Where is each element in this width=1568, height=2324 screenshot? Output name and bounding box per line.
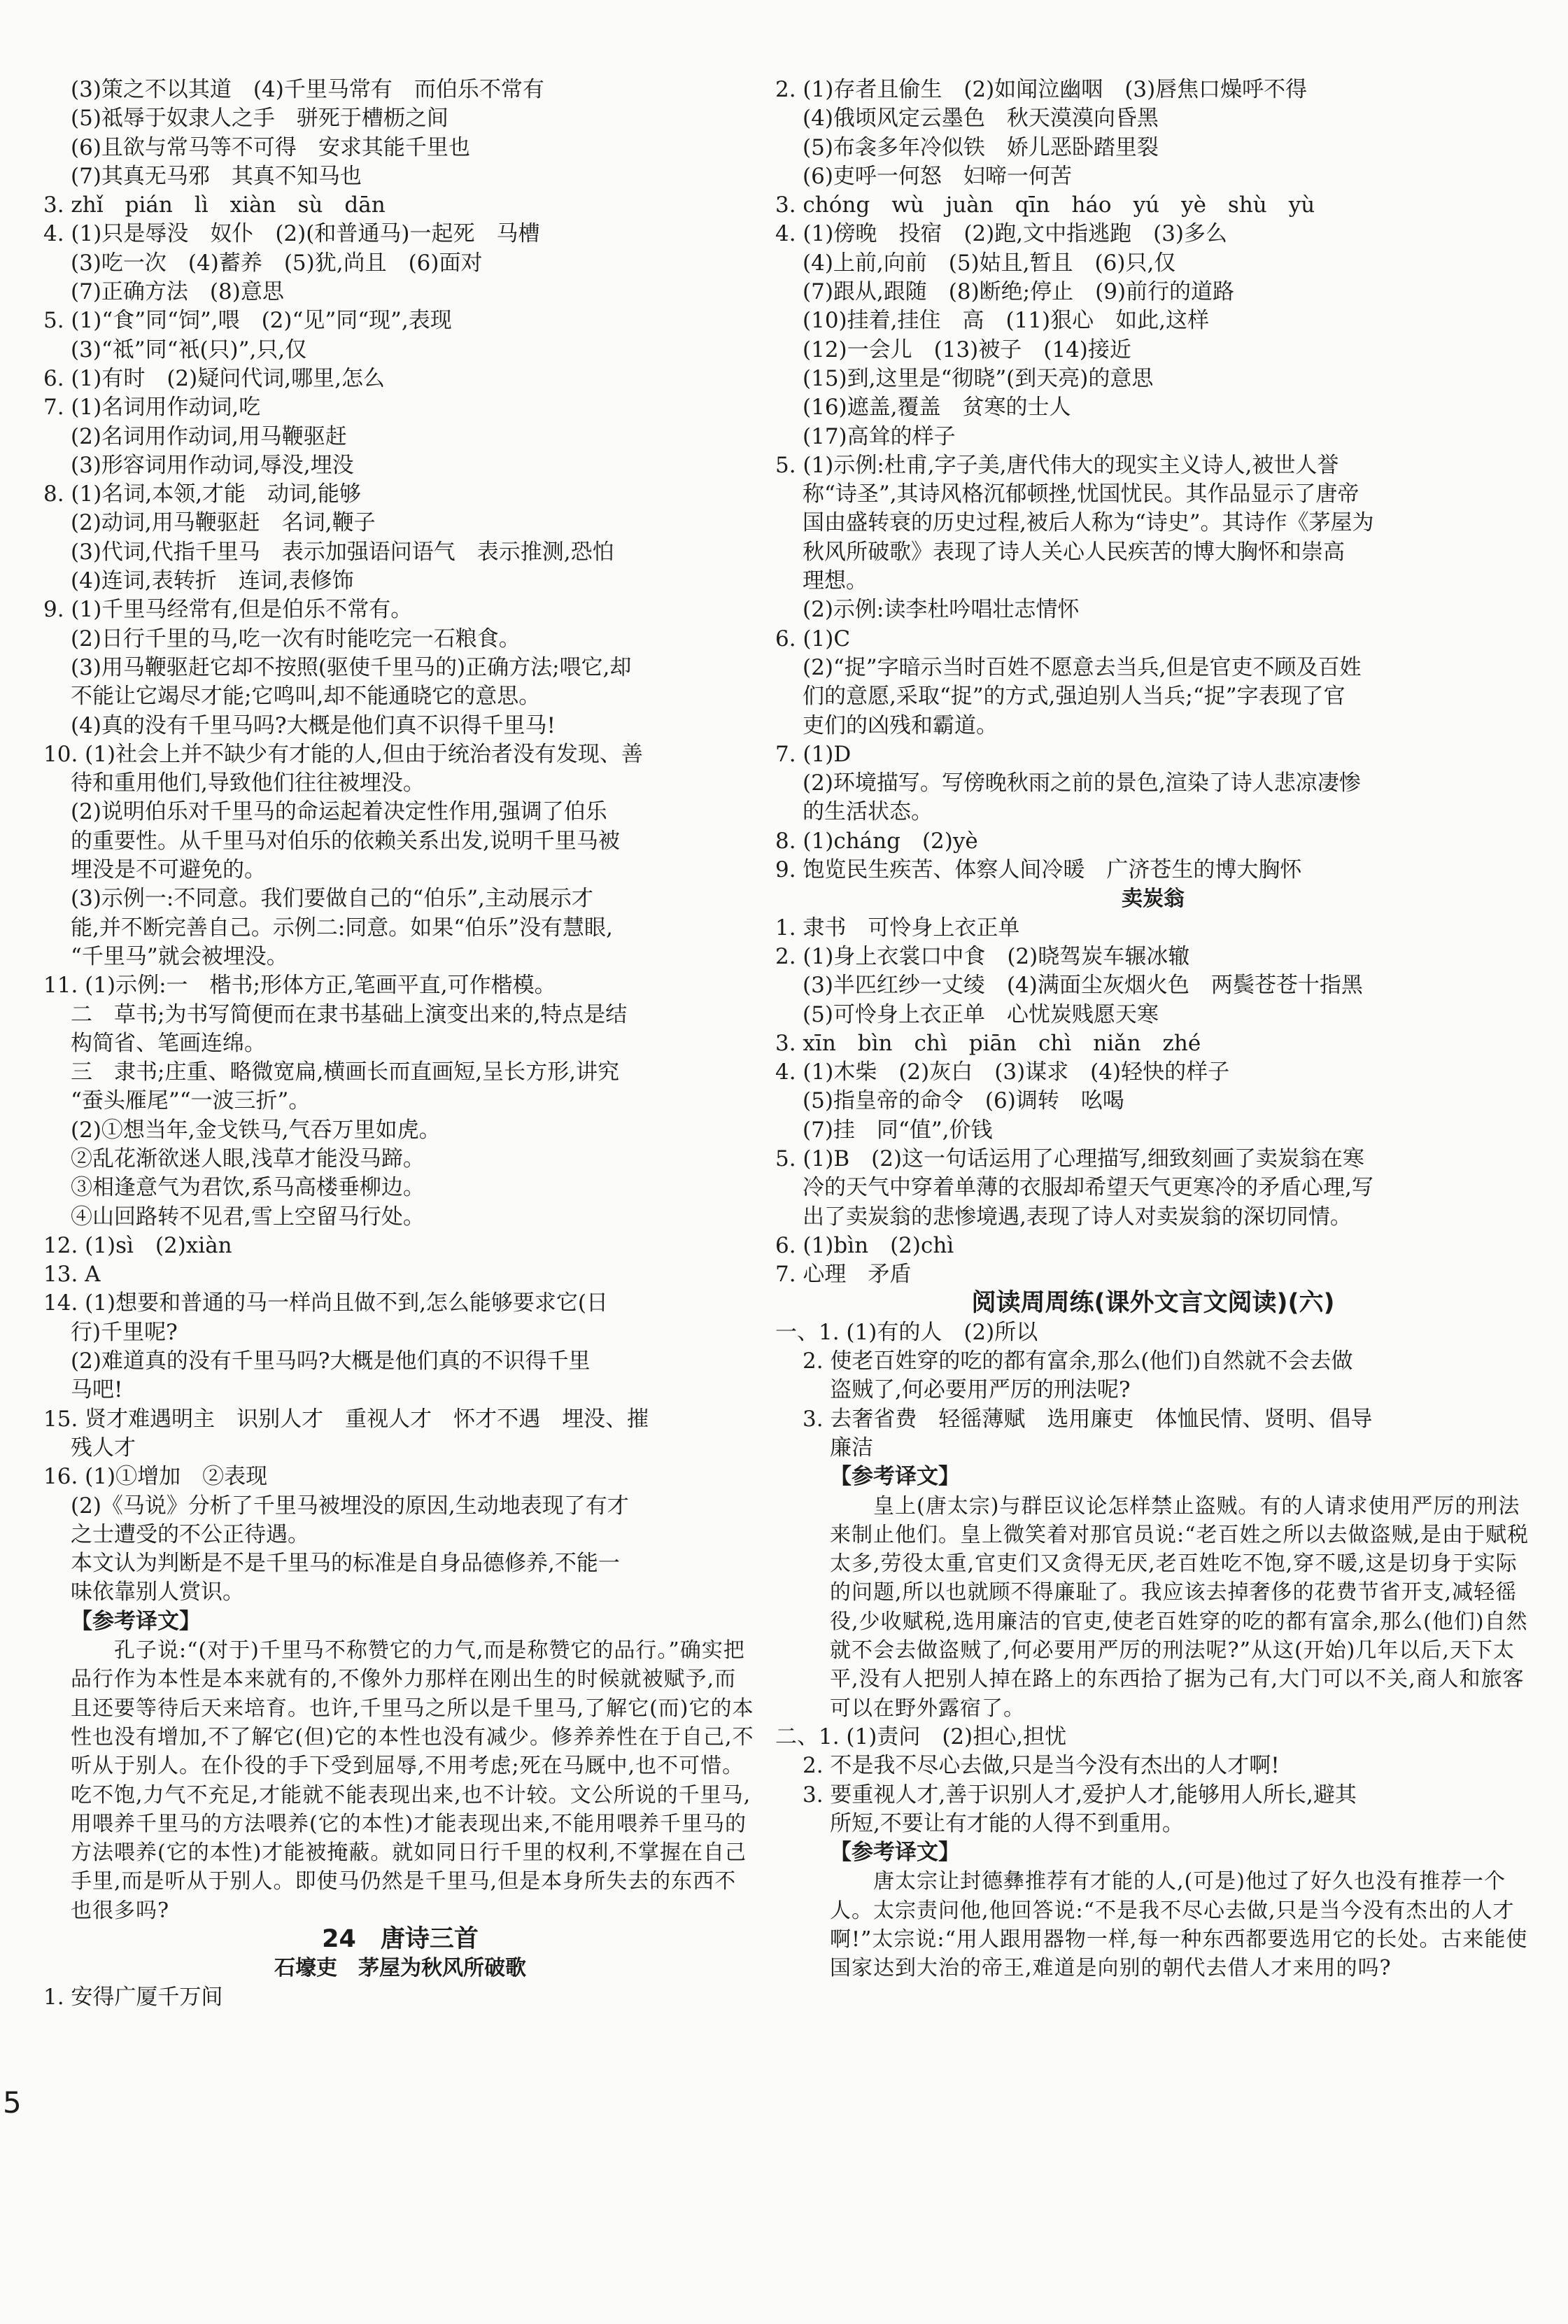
answer-line: (7)跟从,跟随 (8)断绝;停止 (9)前行的道路 — [803, 279, 1235, 305]
answer-line: 残人才 — [71, 1435, 136, 1460]
answer-line: 本文认为判断是不是千里马的标准是自身品德修养,不能一 — [71, 1551, 620, 1577]
answer-line: 二、1. (1)责问 (2)担心,担忧 — [775, 1724, 1067, 1749]
answer-line: 1. 隶书 可怜身上衣正单 — [775, 915, 1020, 941]
answer-line: ④山回路转不见君,雪上空留马行处。 — [71, 1204, 425, 1230]
answer-line: 3. xīn bìn chì piān chì niǎn zhé — [775, 1030, 1201, 1056]
answer-line: (2)名词用作动词,用马鞭驱赶 — [71, 423, 347, 449]
answer-line: (3)“祗”同“衹(只)”,只,仅 — [71, 337, 307, 362]
answer-line: 称“诗圣”,其诗风格沉郁顿挫,忧国忧民。其作品显示了唐帝 — [803, 481, 1359, 507]
translation-paragraph: 唐太宗让封德彝推荐有才能的人,(可是)他过了好久也没有推荐一个人。太宗责问他,他回答说:“不是我不尽心去做,只是当今没有杰出的人才啊!”太宗说:“用人跟用器物一样,每一种东西都要选用它的长处。古来能使国家达到大治的帝王,难道是向别的朝代去借人才来用的吗? — [830, 1869, 1528, 1981]
answer-line: (2)示例:读李杜吟唱壮志情怀 — [803, 597, 1080, 623]
answer-line: (5)可怜身上衣正单 心忧炭贱愿天寒 — [803, 1001, 1159, 1027]
answer-line: 理想。 — [803, 568, 868, 594]
answer-line: 行)千里呢? — [71, 1319, 178, 1345]
answer-line: (4)连词,表转折 连词,表修饰 — [71, 568, 354, 594]
answer-line: 的生活状态。 — [803, 799, 933, 825]
answer-line: (12)一会儿 (13)被子 (14)接近 — [803, 337, 1131, 362]
answer-line: 3. zhǐ pián lì xiàn sù dān — [43, 192, 386, 218]
answer-line: 7. (1)名词用作动词,吃 — [43, 395, 261, 421]
answer-line: 3. 要重视人才,善于识别人才,爱护人才,能够用人所长,避其 — [803, 1782, 1357, 1808]
answer-line: (2)环境描写。写傍晚秋雨之前的景色,渲染了诗人悲凉凄惨 — [803, 770, 1361, 796]
answer-line: (5)祗辱于奴隶人之手 骈死于槽枥之间 — [71, 106, 448, 132]
answer-line: (16)遮盖,覆盖 贫寒的士人 — [803, 395, 1071, 421]
answer-line: 之士遭受的不公正待遇。 — [71, 1521, 309, 1547]
answer-line: 3. 去奢省费 轻徭薄赋 选用廉吏 体恤民情、贤明、倡导 — [803, 1406, 1373, 1432]
section-heading: 阅读周周练(课外文言文阅读)(六) — [971, 1289, 1335, 1318]
section-heading: 24 唐诗三首 — [322, 1925, 479, 1953]
answer-line: 16. (1)①增加 ②表现 — [43, 1464, 268, 1490]
answer-line: 9. 饱览民生疾苦、体察人间冷暖 广济苍生的博大胸怀 — [775, 857, 1302, 883]
answer-line: 马吧! — [71, 1377, 123, 1403]
answer-line: (3)策之不以其道 (4)千里马常有 而伯乐不常有 — [71, 77, 544, 102]
answer-line: 8. (1)名词,本领,才能 动词,能够 — [43, 481, 361, 507]
right-column — [775, 76, 1531, 1983]
answer-line: 6. (1)bìn (2)chì — [775, 1232, 954, 1258]
answer-line: (7)正确方法 (8)意思 — [71, 279, 284, 305]
answer-line: (2)日行千里的马,吃一次有时能吃完一石粮食。 — [71, 626, 521, 652]
translation-paragraph: 皇上(唐太宗)与群臣议论怎样禁止盗贼。有的人请求使用严厉的刑法来制止他们。皇上微笑着对那官员说:“老百姓之所以去做盗贼,是由于赋税太多,劳役太重,官吏们又贪得无厌,老百姓吃不饱,穿不暖,这是切身于实际的问题,所以也就顾不得廉耻了。我应该去掉奢侈的花费节省开支,减轻徭役,少收赋税,选用廉洁的官吏,使老百姓穿的吃的都有富余,那么(他们)自然就不会去做盗贼了,何必要用严厉的刑法呢?”从这(开始)几年以后,天下太平,没有人把别人掉在路上的东西拾了据为己有,大门可以不关,商人和旅客可以在野外露宿了。 — [830, 1493, 1529, 1721]
answer-line: 4. (1)傍晚 投宿 (2)跑,文中指逃跑 (3)多么 — [775, 221, 1228, 247]
answer-line: 5. (1)B (2)这一句话运用了心理描写,细致刻画了卖炭翁在寒 — [775, 1146, 1364, 1171]
answer-line: 12. (1)sì (2)xiàn — [43, 1232, 232, 1258]
answer-line: 13. A — [43, 1262, 101, 1288]
answer-line: 2. (1)存者且偷生 (2)如闻泣幽咽 (3)唇焦口燥呼不得 — [775, 77, 1308, 102]
section-heading: 石壕吏 茅屋为秋风所破歌 — [274, 1956, 526, 1981]
answer-line: 味依靠别人赏识。 — [71, 1579, 244, 1605]
answer-line: (10)挂着,挂住 高 (11)狠心 如此,这样 — [803, 308, 1209, 334]
answer-line: (2)难道真的没有千里马吗?大概是他们真的不识得千里 — [71, 1348, 591, 1374]
answer-line: 埋没是不可避免的。 — [71, 857, 266, 883]
answer-line: 5. (1)示例:杜甫,字子美,唐代伟大的现实主义诗人,被世人誉 — [775, 452, 1339, 478]
answer-line: (3)用马鞭驱赶它却不按照(驱使千里马的)正确方法;喂它,却 — [71, 654, 632, 680]
answer-line: 8. (1)cháng (2)yè — [775, 828, 978, 854]
answer-line: (2)动词,用马鞭驱赶 名词,鞭子 — [71, 510, 376, 536]
answer-line: (5)布衾多年冷似铁 娇儿恶卧踏里裂 — [803, 134, 1159, 160]
answer-line: 14. (1)想要和普通的马一样尚且做不到,怎么能够要求它(日 — [43, 1290, 609, 1316]
answer-line: (2)《马说》分析了千里马被埋没的原因,生动地表现了有才 — [71, 1493, 629, 1519]
answer-line: 4. (1)木柴 (2)灰白 (3)谋求 (4)轻快的样子 — [775, 1059, 1230, 1085]
answer-line: 出了卖炭翁的悲惨境遇,表现了诗人对卖炭翁的深切同情。 — [803, 1204, 1352, 1230]
answer-line: 待和重用他们,导致他们往往被埋没。 — [71, 770, 425, 796]
answer-line: 盗贼了,何必要用严厉的刑法呢? — [830, 1377, 1131, 1403]
answer-line: 所短,不要让有才能的人得不到重用。 — [830, 1810, 1184, 1836]
answer-line: “蚕头雁尾”“一波三折”。 — [71, 1088, 311, 1114]
answer-line: 11. (1)示例:一 楷书;形体方正,笔画平直,可作楷模。 — [43, 973, 556, 999]
answer-line: 6. (1)有时 (2)疑问代词,哪里,怎么 — [43, 365, 385, 391]
answer-line: (17)高耸的样子 — [803, 423, 956, 449]
answer-line: ③相逢意气为君饮,系马高楼垂柳边。 — [71, 1175, 425, 1201]
answer-line: (4)上前,向前 (5)姑且,暂且 (6)只,仅 — [803, 250, 1176, 276]
answer-line: (7)其真无马邪 其真不知马也 — [71, 163, 362, 189]
answer-line: 的重要性。从千里马对伯乐的依赖关系出发,说明千里马被 — [71, 828, 620, 854]
answer-line: 国由盛转衰的历史过程,被后人称为“诗史”。其诗作《茅屋为 — [803, 510, 1374, 536]
answer-line: 2. 使老百姓穿的吃的都有富余,那么(他们)自然就不会去做 — [803, 1348, 1353, 1374]
answer-line: 【参考译文】 — [830, 1840, 960, 1866]
answer-line: (3)吃一次 (4)蓄养 (5)犹,尚且 (6)面对 — [71, 250, 483, 276]
answer-line: (3)示例一:不同意。我们要做自己的“伯乐”,主动展示才 — [71, 886, 593, 912]
section-heading: 卖炭翁 — [1122, 887, 1185, 912]
answer-line: 1. 安得广厦千万间 — [43, 1984, 223, 2010]
answer-line: 二 草书;为书写简便而在隶书基础上演变出来的,特点是结 — [71, 1001, 628, 1027]
answer-line: 【参考译文】 — [71, 1608, 201, 1634]
answer-line: 一、1. (1)有的人 (2)所以 — [775, 1319, 1038, 1345]
answer-line: (15)到,这里是“彻晓”(到天亮)的意思 — [803, 365, 1154, 391]
answer-line: 6. (1)C — [775, 626, 851, 652]
answer-line: 7. 心理 矛盾 — [775, 1262, 912, 1288]
answer-line: (4)俄顷风定云墨色 秋天漠漠向昏黑 — [803, 106, 1159, 132]
answer-line: (3)形容词用作动词,辱没,埋没 — [71, 452, 354, 478]
answer-line: 15. 贤才难遇明主 识别人才 重视人才 怀才不遇 埋没、摧 — [43, 1406, 649, 1432]
answer-line: 不能让它竭尽才能;它鸣叫,却不能通晓它的意思。 — [71, 684, 541, 710]
answer-line: 7. (1)D — [775, 741, 852, 767]
answer-line: 4. (1)只是辱没 奴仆 (2)(和普通马)一起死 马槽 — [43, 221, 540, 247]
answer-line: 【参考译文】 — [830, 1464, 960, 1490]
answer-line: (2)①想当年,金戈铁马,气吞万里如虎。 — [71, 1117, 441, 1143]
answer-line: ②乱花渐欲迷人眼,浅草才能没马蹄。 — [71, 1146, 425, 1171]
answer-line: 廉洁 — [830, 1435, 873, 1460]
answer-line: 三 隶书;庄重、略微宽扁,横画长而直画短,呈长方形,讲究 — [71, 1059, 620, 1085]
answer-line: (5)指皇帝的命令 (6)调转 吆喝 — [803, 1088, 1124, 1114]
answer-line: 10. (1)社会上并不缺少有才能的人,但由于统治者没有发现、善 — [43, 741, 643, 767]
answer-line: (2)“捉”字暗示当时百姓不愿意去当兵,但是官吏不顾及百姓 — [803, 654, 1362, 680]
answer-line: (6)吏呼一何怒 妇啼一何苦 — [803, 163, 1072, 189]
left-column — [43, 76, 757, 2012]
answer-line: 构简省、笔画连绵。 — [71, 1030, 266, 1056]
answer-line: 2. (1)身上衣裳口中食 (2)晓驾炭车辗冰辙 — [775, 943, 1190, 969]
answer-line: 吏们的凶残和霸道。 — [803, 712, 998, 738]
answer-line: 能,并不断完善自己。示例二:同意。如果“伯乐”没有慧眼, — [71, 915, 613, 941]
answer-line: 3. chóng wù juàn qīn háo yú yè shù yù — [775, 192, 1315, 218]
translation-paragraph: 孔子说:“(对于)千里马不称赞它的力气,而是称赞它的品行。”确实把品行作为本性是本来就有的,不像外力那样在刚出生的时候就被赋予,而且还要等待后天来培育。也许,千里马之所以是千里马,了解它(而)它的本性也没有增加,不了解它(但)它的本性也没有减少。修养养性在于自己,不听从于别人。在仆役的手下受到屈辱,不用考虑;死在马厩中,也不可惜。吃不饱,力气不充足,才能就不能表现出来,也不计较。文公所说的千里马,用喂养千里马的方法喂养(它的本性)才能表现出来,不能用喂养千里马的方法喂养(它的本性)才能被掩蔽。就如同日行千里的权利,不掌握在自己手里,而是听从于别人。即使马仍然是千里马,但是本身所失去的东西不也很多吗? — [71, 1638, 754, 1923]
answer-line: (7)挂 同“值”,价钱 — [803, 1117, 993, 1143]
answer-line: (3)半匹红纱一丈绫 (4)满面尘灰烟火色 两鬓苍苍十指黑 — [803, 973, 1363, 999]
answer-line: “千里马”就会被埋没。 — [71, 943, 288, 969]
answer-line: 秋风所破歌》表现了诗人关心人民疾苦的博大胸怀和崇高 — [803, 539, 1345, 565]
answer-line: (4)真的没有千里马吗?大概是他们真不识得千里马! — [71, 712, 556, 738]
answer-line: 2. 不是我不尽心去做,只是当今没有杰出的人才啊! — [803, 1753, 1280, 1779]
answer-line: (2)说明伯乐对千里马的命运起着决定性作用,强调了伯乐 — [71, 799, 607, 825]
answer-line: 9. (1)千里马经常有,但是伯乐不常有。 — [43, 597, 413, 623]
answer-line: (3)代词,代指千里马 表示加强语问语气 表示推测,恐怕 — [71, 539, 614, 565]
answer-line: 5. (1)“食”同“饲”,喂 (2)“见”同“现”,表现 — [43, 308, 452, 334]
answer-line: 们的意愿,采取“捉”的方式,强迫别人当兵;“捉”字表现了官 — [803, 684, 1345, 710]
page-number: 5 — [3, 2085, 22, 2120]
answer-line: (6)且欲与常马等不可得 安求其能千里也 — [71, 134, 470, 160]
answer-line: 冷的天气中穿着单薄的衣服却希望天气更寒冷的矛盾心理,写 — [803, 1175, 1373, 1201]
